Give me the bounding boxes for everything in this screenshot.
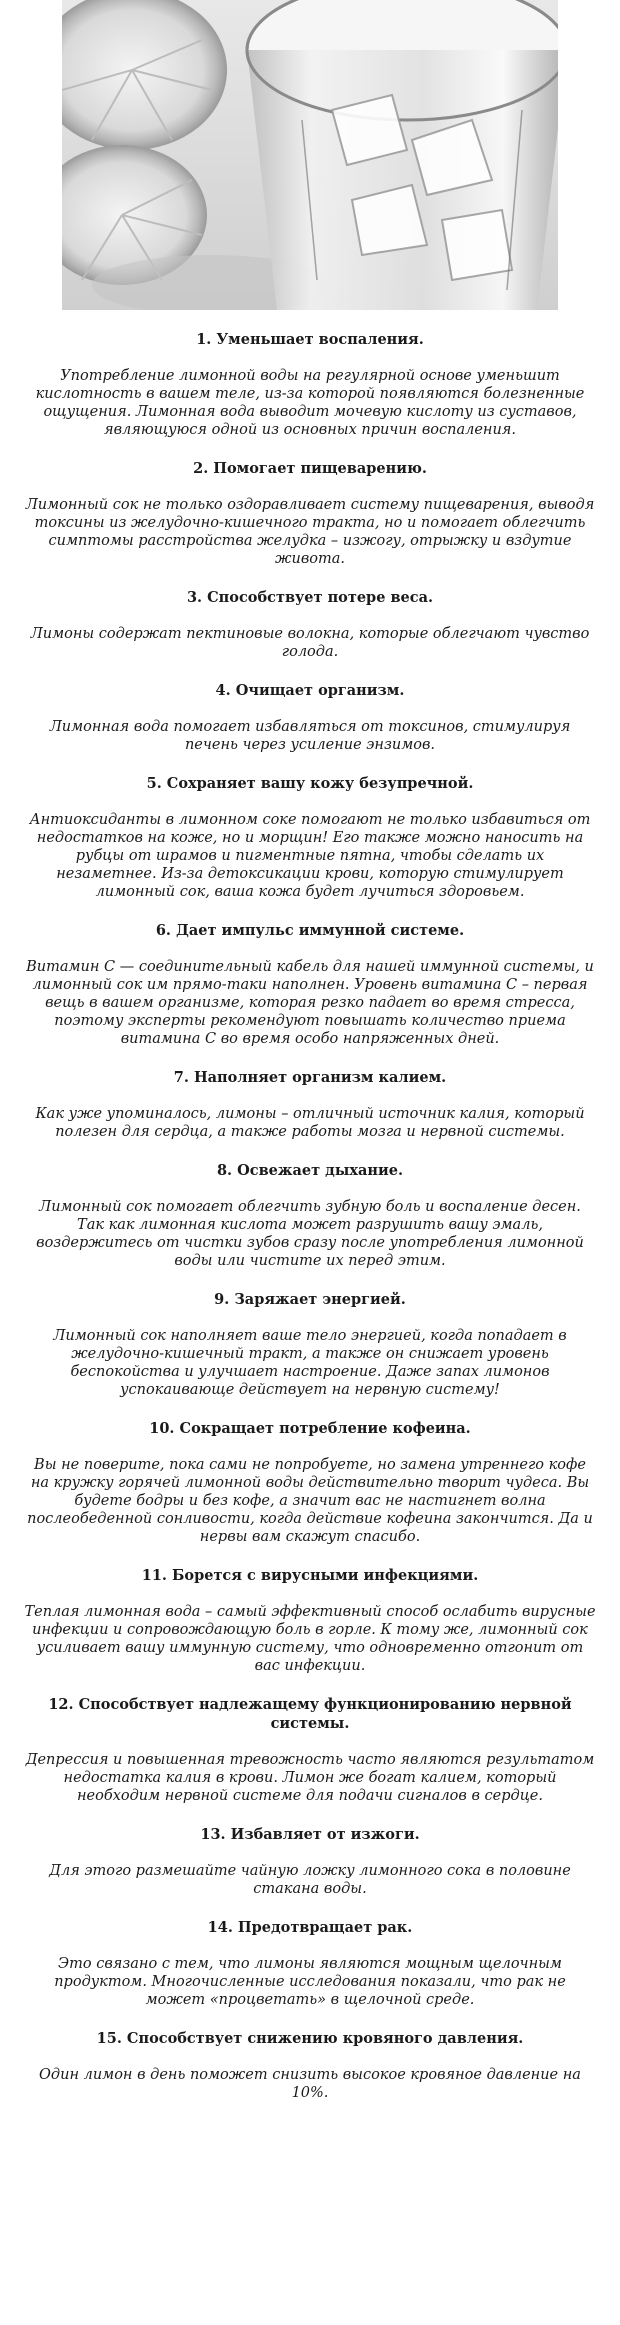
benefit-item xyxy=(24,1825,596,1898)
benefit-title: 3. Способствует потере веса. xyxy=(186,589,434,606)
lemon-water-image xyxy=(62,0,558,310)
benefit-item xyxy=(24,681,596,754)
benefit-title: 5. Сохраняет вашу кожу безупречной. xyxy=(146,775,474,792)
benefit-text: Теплая лимонная вода – самый эффективный способ ослабить вирусные инфекции и сопровождающую боль в горле. К тому же, лимонный сок усиливает вашу иммунную систему, что одновременно отгонит от вас инфекции. xyxy=(24,1604,596,1674)
benefit-text: Витамин С — соединительный кабель для нашей иммунной системы, и лимонный сок им прямо-таки наполнен. Уровень витамина С – первая вещь в вашем организме, которая резко падает во время стресса, поэтому эксперты рекомендуют повышать количество приема витамина С во время особо напряженных дней. xyxy=(26,959,594,1047)
benefit-item xyxy=(24,588,596,661)
benefit-text: Один лимон в день поможет снизить высокое кровяное давление на 10%. xyxy=(39,2067,581,2101)
benefit-title: 13. Избавляет от изжоги. xyxy=(200,1826,420,1843)
benefit-text: Для этого размешайте чайную ложку лимонного сока в половине стакана воды. xyxy=(49,1863,571,1897)
benefit-text: Депрессия и повышенная тревожность часто являются результатом недостатка калия в крови. Лимон же богат калием, который необходим нервной системе для подачи сигналов в сердце. xyxy=(25,1752,595,1804)
benefits-list xyxy=(24,330,596,2122)
benefit-text: Лимонный сок наполняет ваше тело энергией, когда попадает в желудочно-кишечный тракт, а также он снижает уровень беспокойства и улучшает настроение. Даже запах лимонов успокаивающе действует на нервную систему! xyxy=(53,1328,567,1398)
benefit-item xyxy=(24,1419,596,1546)
benefit-title: 8. Освежает дыхание. xyxy=(216,1162,404,1179)
benefit-text: Это связано с тем, что лимоны являются мощным щелочным продуктом. Многочисленные исследования показали, что рак не может «процветать» в щелочной среде. xyxy=(54,1956,566,2008)
benefit-text: Лимонный сок не только оздоравливает систему пищеварения, выводя токсины из желудочно-кишечного тракта, но и помогает облегчить симптомы расстройства желудка – изжогу, отрыжку и вздутие живота. xyxy=(25,497,595,567)
benefit-item xyxy=(24,774,596,901)
lemon-water-photo xyxy=(62,0,558,310)
benefit-text: Употребление лимонной воды на регулярной основе уменьшит кислотность в вашем теле, из-за которой появляются болезненные ощущения. Лимонная вода выводит мочевую кислоту из суставов, являющуюся одной из основных причин воспаления. xyxy=(35,368,585,438)
benefit-title: 9. Заряжает энергией. xyxy=(214,1291,406,1308)
benefit-title: 6. Дает импульс иммунной системе. xyxy=(155,922,465,939)
benefit-title: 7. Наполняет организм калием. xyxy=(173,1069,447,1086)
benefit-title: 1. Уменьшает воспаления. xyxy=(196,331,424,348)
benefit-item xyxy=(24,1161,596,1270)
benefit-text: Лимоны содержат пектиновые волокна, которые облегчают чувство голода. xyxy=(30,626,590,660)
benefit-title: 10. Сокращает потребление кофеина. xyxy=(149,1420,471,1437)
benefit-item xyxy=(24,330,596,439)
benefit-title: 15. Способствует снижению кровяного давления. xyxy=(96,2030,524,2047)
benefit-text: Лимонный сок помогает облегчить зубную боль и воспаление десен. Так как лимонная кислота может разрушить вашу эмаль, воздержитесь от чистки зубов сразу после употребления лимонной воды или чистите их перед этим. xyxy=(36,1199,584,1269)
benefit-item xyxy=(24,459,596,568)
benefit-item xyxy=(24,2029,596,2102)
benefit-item xyxy=(24,1918,596,2009)
benefit-title: 11. Борется с вирусными инфекциями. xyxy=(141,1567,479,1584)
benefit-text: Как уже упоминалось, лимоны – отличный источник калия, который полезен для сердца, а также работы мозга и нервной системы. xyxy=(35,1106,585,1140)
benefit-title: 12. Способствует надлежащему функционированию нервной системы. xyxy=(48,1696,572,1732)
benefit-text: Вы не поверите, пока сами не попробуете, но замена утреннего кофе на кружку горячей лимонной воды действительно творит чудеса. Вы будете бодры и без кофе, а значит вас не настигнет волна послеобеденной сонливости, когда действие кофеина закончится. Да и нервы вам скажут спасибо. xyxy=(27,1457,593,1545)
benefit-title: 2. Помогает пищеварению. xyxy=(193,460,427,477)
benefit-item xyxy=(24,1566,596,1675)
benefit-item xyxy=(24,1068,596,1141)
benefit-text: Антиоксиданты в лимонном соке помогают не только избавиться от недостатков на коже, но и морщин! Его также можно наносить на рубцы от шрамов и пигментные пятна, чтобы сделать их незаметнее. Из-за детоксикации крови, которую стимулирует лимонный сок, ваша кожа будет лучиться здоровьем. xyxy=(29,812,591,900)
benefit-item xyxy=(24,921,596,1048)
benefit-item xyxy=(24,1290,596,1399)
benefit-title: 14. Предотвращает рак. xyxy=(207,1919,413,1936)
benefit-item xyxy=(24,1695,596,1805)
benefit-text: Лимонная вода помогает избавляться от токсинов, стимулируя печень через усиление энзимов. xyxy=(49,719,571,753)
benefit-title: 4. Очищает организм. xyxy=(215,682,405,699)
